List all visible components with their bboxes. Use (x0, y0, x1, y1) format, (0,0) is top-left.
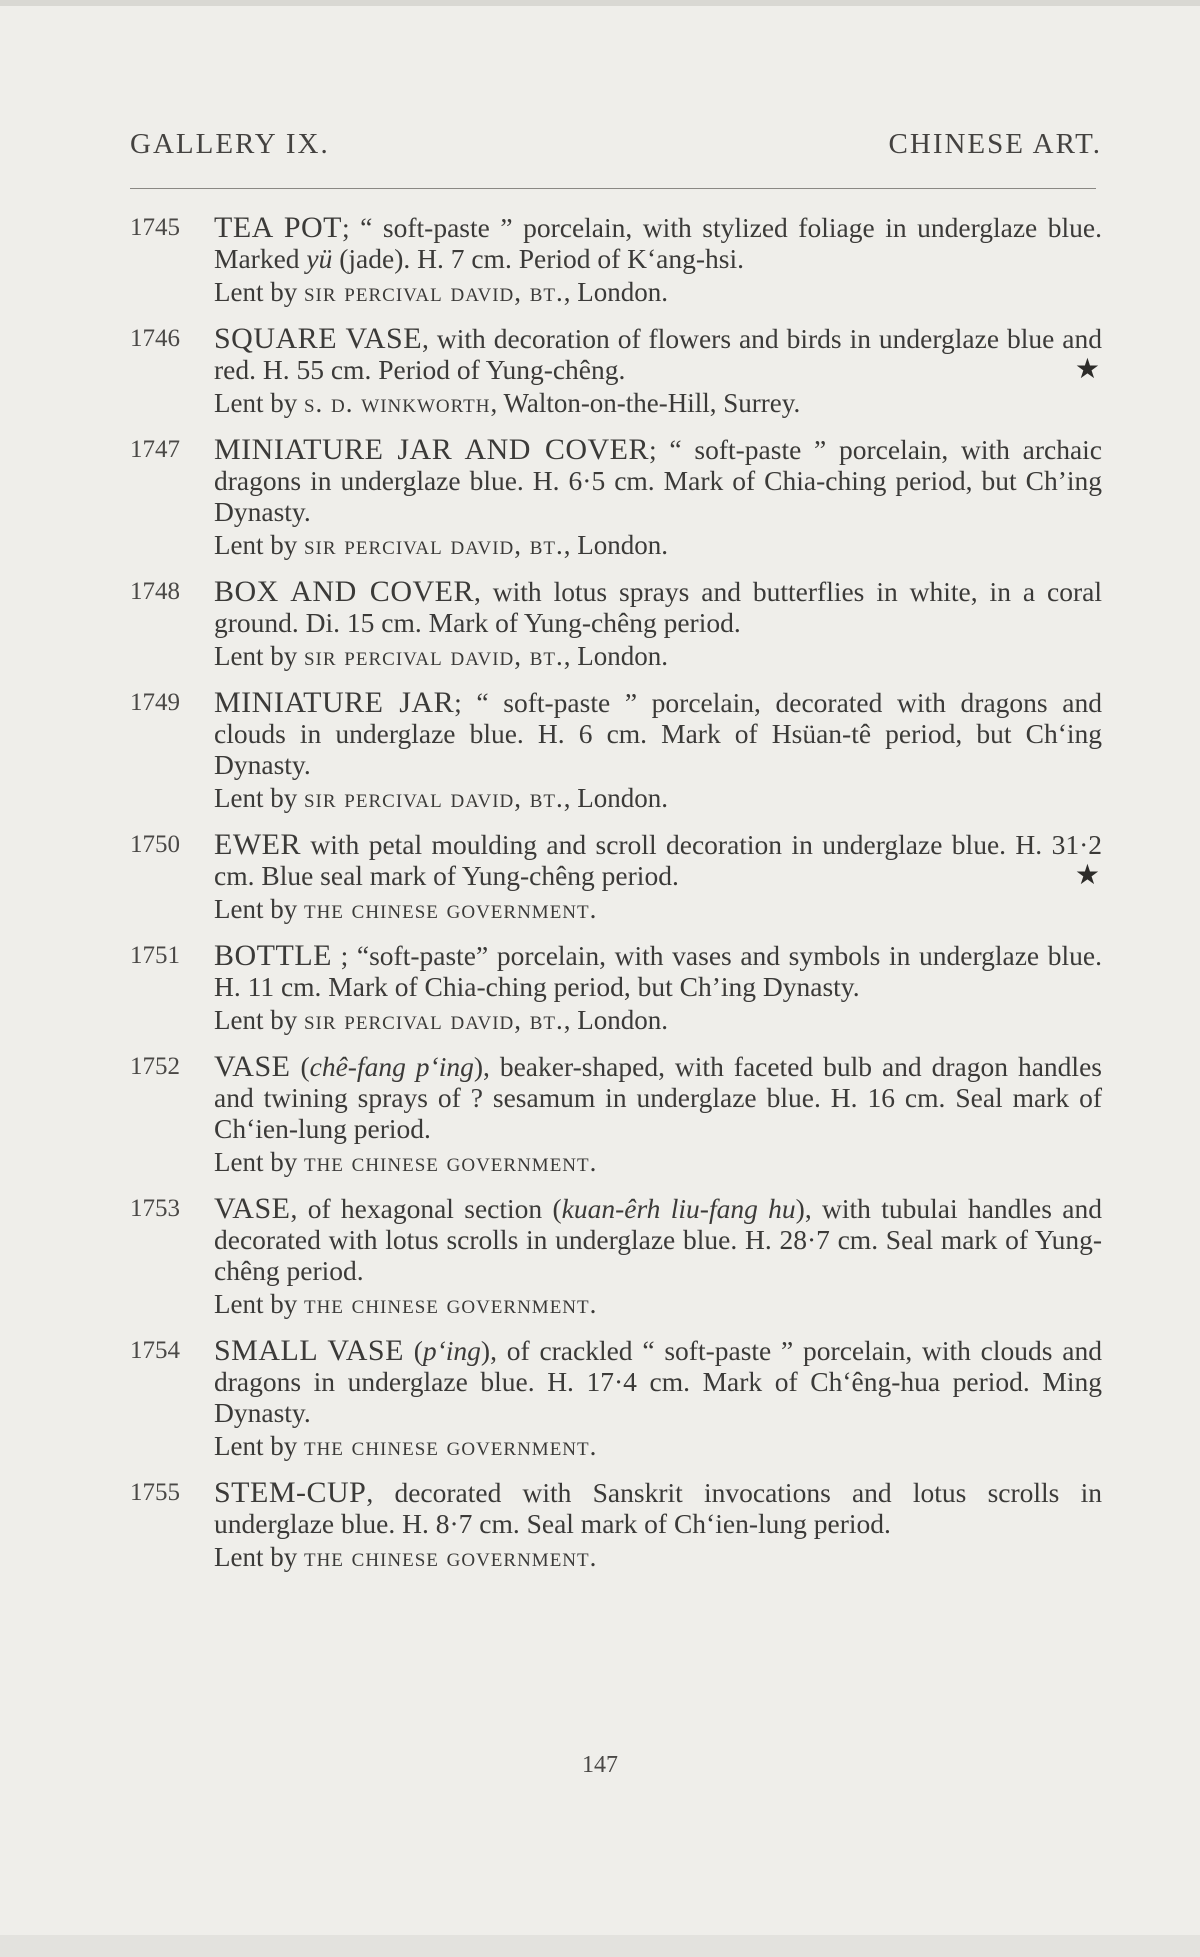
lender-place: , London. (563, 783, 669, 813)
entry-number: 1745 (130, 214, 180, 241)
lender-line (214, 277, 1102, 308)
entry-number: 1754 (130, 1337, 180, 1364)
entry-title: BOTTLE (214, 939, 332, 972)
entry-number: 1752 (130, 1053, 180, 1080)
lent-by-label: Lent by (214, 388, 298, 418)
header-rule (130, 188, 1096, 189)
entry-body (214, 829, 1102, 925)
entry-body (214, 212, 1102, 308)
entry-description: with petal moulding and scroll decoration in underglaze blue. H. 31·2 cm. Blue seal mark of Yung-chêng period. (214, 829, 1102, 891)
entry-title: MINIATURE JAR AND COVER (214, 433, 650, 466)
lender-place: , London. (563, 530, 669, 560)
lender-line (214, 894, 1102, 925)
entry-body (214, 940, 1102, 1036)
lender-name: the chinese government. (303, 1431, 598, 1461)
catalogue-entry (130, 434, 1102, 561)
lender-line (214, 641, 1102, 672)
running-header (130, 128, 1102, 161)
entry-description-cont: ), beaker-shaped, with faceted bulb and dragon handles and twining sprays of ? sesamum in underglaze blue. H. 16 cm. Seal mark of Ch‘ien-lung period. (214, 1051, 1102, 1144)
lender-line (214, 1289, 1102, 1320)
lender-name: the chinese government. (303, 1289, 598, 1319)
entry-title: VASE (214, 1050, 291, 1083)
entry-description-cont: ), of crackled “ soft-paste ” porcelain, with clouds and dragons in underglaze blue. H. 17·4 cm. Mark of Ch‘êng-hua period. Ming Dynasty. (214, 1335, 1102, 1428)
entry-title: VASE (214, 1192, 291, 1225)
entry-description: , of hexagonal section ( (290, 1193, 562, 1224)
lender-line (214, 1431, 1102, 1462)
entry-body (214, 1477, 1102, 1573)
entry-title: SMALL VASE (214, 1334, 404, 1367)
catalogue-entry (130, 212, 1102, 308)
entry-number: 1748 (130, 578, 180, 605)
lender-name: the chinese government. (303, 1147, 598, 1177)
lender-name: the chinese government. (303, 1542, 598, 1572)
entry-description: ; “ soft-paste ” porcelain, decorated with dragons and clouds in underglaze blue. H. 6 cm. Mark of Hsüan-tê period, but Ch‘ing Dynasty. (214, 687, 1102, 780)
lent-by-label: Lent by (214, 1005, 298, 1035)
entry-number: 1751 (130, 942, 180, 969)
entry-description-cont: ), with tubulai handles and decorated with lotus scrolls in underglaze blue. H. 28·7 cm. Seal mark of Yung-chêng period. (214, 1193, 1103, 1286)
entry-number: 1750 (130, 831, 180, 858)
entry-italic-term: kuan-êrh liu-fang hu (561, 1193, 796, 1224)
lent-by-label: Lent by (214, 530, 298, 560)
catalogue-entry (130, 829, 1102, 925)
lent-by-label: Lent by (214, 1542, 298, 1572)
page-bottom-edge (0, 1935, 1200, 1957)
entry-italic-term: p‘ing (422, 1335, 481, 1366)
entry-body (214, 434, 1102, 561)
lender-name: sir percival david, bt. (303, 783, 564, 813)
header-section: CHINESE ART. (888, 128, 1102, 160)
catalogue-entry (130, 1051, 1102, 1178)
lender-name: sir percival david, bt. (303, 530, 564, 560)
lender-line (214, 1005, 1102, 1036)
lent-by-label: Lent by (214, 1147, 298, 1177)
entry-number: 1746 (130, 325, 180, 352)
entry-body (214, 1051, 1102, 1178)
lender-name: sir percival david, bt. (303, 277, 564, 307)
entry-description: ( (290, 1051, 310, 1082)
lender-name: sir percival david, bt. (303, 641, 564, 671)
lender-line (214, 388, 1102, 419)
catalogue-entry (130, 323, 1102, 419)
entry-title: EWER (214, 828, 301, 861)
entry-description: ; “ soft-paste ” porcelain, with stylized foliage in underglaze blue. Marked (214, 212, 1102, 274)
lent-by-label: Lent by (214, 894, 298, 924)
entry-description: , with lotus sprays and butterflies in white, in a coral ground. Di. 15 cm. Mark of Yung-chêng period. (214, 576, 1102, 638)
entry-italic-term: yü (306, 243, 333, 274)
star-icon: ★ (1074, 860, 1100, 891)
lender-place: , London. (563, 641, 669, 671)
page-top-edge (0, 0, 1200, 6)
star-icon: ★ (1074, 354, 1100, 385)
page-number: 147 (582, 1752, 618, 1778)
lender-place: , London. (563, 277, 669, 307)
lent-by-label: Lent by (214, 783, 298, 813)
lender-name: the chinese government. (303, 894, 598, 924)
entry-body (214, 323, 1102, 419)
entry-body (214, 687, 1102, 814)
catalogue-entry (130, 1477, 1102, 1573)
lent-by-label: Lent by (214, 641, 298, 671)
catalogue-entry (130, 1193, 1102, 1320)
entry-description: , with decoration of flowers and birds in underglaze blue and red. H. 55 cm. Period of Yung-chêng. (214, 323, 1102, 385)
entry-title: BOX AND COVER (214, 575, 474, 608)
entry-title: MINIATURE JAR (214, 686, 455, 719)
catalogue-entries (130, 212, 1102, 1588)
entry-body (214, 1335, 1102, 1462)
entry-title: TEA POT (214, 211, 342, 244)
entry-number: 1755 (130, 1479, 180, 1506)
lender-line (214, 783, 1102, 814)
lent-by-label: Lent by (214, 1431, 298, 1461)
entry-description: ; “soft-paste” porcelain, with vases and symbols in underglaze blue. H. 11 cm. Mark of Chia-ching period, but Ch’ing Dynasty. (214, 940, 1102, 1002)
lender-name: s. d. winkworth (303, 388, 491, 418)
entry-body (214, 1193, 1102, 1320)
lender-place: , Walton-on-the-Hill, Surrey. (490, 388, 801, 418)
lender-line (214, 1147, 1102, 1178)
entry-description: ( (403, 1335, 423, 1366)
lender-name: sir percival david, bt. (303, 1005, 564, 1035)
lent-by-label: Lent by (214, 1289, 298, 1319)
lender-line (214, 530, 1102, 561)
entry-description: ; “ soft-paste ” porcelain, with archaic dragons in underglaze blue. H. 6·5 cm. Mark of Chia-ching period, but Ch’ing Dynasty. (214, 434, 1102, 527)
catalogue-entry (130, 687, 1102, 814)
lender-line (214, 1542, 1102, 1573)
catalogue-entry (130, 940, 1102, 1036)
entry-description-cont: (jade). H. 7 cm. Period of K‘ang-hsi. (332, 243, 745, 274)
entry-number: 1749 (130, 689, 180, 716)
lent-by-label: Lent by (214, 277, 298, 307)
entry-title: SQUARE VASE (214, 322, 423, 355)
entry-italic-term: chê-fang p‘ing (309, 1051, 474, 1082)
catalogue-entry (130, 1335, 1102, 1462)
entry-number: 1747 (130, 436, 180, 463)
entry-description: , decorated with Sanskrit invocations and lotus scrolls in underglaze blue. H. 8·7 cm. Seal mark of Ch‘ien-lung period. (214, 1477, 1102, 1539)
header-gallery: GALLERY IX. (130, 128, 330, 160)
entry-body (214, 576, 1102, 672)
lender-place: , London. (563, 1005, 669, 1035)
entry-title: STEM-CUP (214, 1476, 367, 1509)
entry-number: 1753 (130, 1195, 180, 1222)
catalogue-entry (130, 576, 1102, 672)
